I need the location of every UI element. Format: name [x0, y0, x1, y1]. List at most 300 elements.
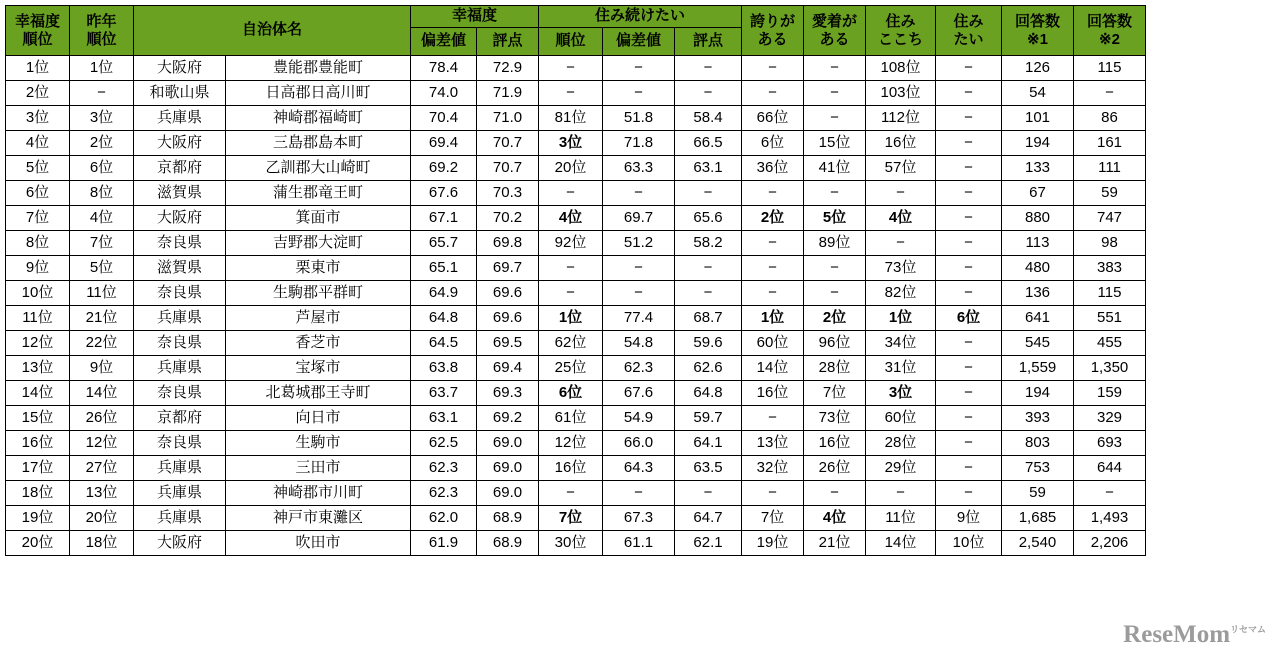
- cell-happiness-score: 71.0: [477, 106, 539, 131]
- cell-happiness-deviation: 61.9: [411, 531, 477, 556]
- cell-comfort: 60位: [866, 406, 936, 431]
- table-row: [6, 306, 1146, 331]
- header-row-group: [6, 6, 1146, 28]
- cell-keep-deviation: 63.3: [603, 156, 675, 181]
- header-comfort: 住み ここち: [866, 6, 936, 56]
- cell-happiness-deviation: 69.2: [411, 156, 477, 181]
- cell-keep-rank: −: [539, 256, 603, 281]
- cell-happiness-rank: 11位: [6, 306, 70, 331]
- cell-attachment: 16位: [804, 431, 866, 456]
- cell-responses-2: 551: [1074, 306, 1146, 331]
- cell-municipality: 日高郡日高川町: [226, 81, 411, 106]
- cell-municipality: 三田市: [226, 456, 411, 481]
- cell-attachment: −: [804, 181, 866, 206]
- cell-attachment: −: [804, 81, 866, 106]
- cell-keep-deviation: −: [603, 56, 675, 81]
- cell-pride: 6位: [742, 131, 804, 156]
- cell-prefecture: 和歌山県: [134, 81, 226, 106]
- cell-responses-1: 126: [1002, 56, 1074, 81]
- cell-happiness-score: 69.0: [477, 481, 539, 506]
- cell-responses-1: 113: [1002, 231, 1074, 256]
- cell-responses-1: 1,559: [1002, 356, 1074, 381]
- cell-pride: 60位: [742, 331, 804, 356]
- cell-want-live: −: [936, 381, 1002, 406]
- cell-responses-2: 383: [1074, 256, 1146, 281]
- cell-want-live: −: [936, 406, 1002, 431]
- cell-municipality: 三島郡島本町: [226, 131, 411, 156]
- cell-pride: −: [742, 481, 804, 506]
- cell-happiness-deviation: 65.7: [411, 231, 477, 256]
- cell-want-live: −: [936, 356, 1002, 381]
- cell-keep-score: −: [675, 181, 742, 206]
- cell-comfort: 112位: [866, 106, 936, 131]
- cell-comfort: 34位: [866, 331, 936, 356]
- cell-happiness-deviation: 70.4: [411, 106, 477, 131]
- cell-happiness-deviation: 78.4: [411, 56, 477, 81]
- cell-happiness-score: 70.7: [477, 156, 539, 181]
- cell-happiness-deviation: 69.4: [411, 131, 477, 156]
- cell-keep-rank: 12位: [539, 431, 603, 456]
- cell-happiness-score: 70.2: [477, 206, 539, 231]
- cell-prefecture: 奈良県: [134, 431, 226, 456]
- cell-comfort: 3位: [866, 381, 936, 406]
- cell-keep-score: 64.7: [675, 506, 742, 531]
- table-row: [6, 281, 1146, 306]
- cell-last-year-rank: 2位: [70, 131, 134, 156]
- cell-keep-score: −: [675, 281, 742, 306]
- cell-happiness-score: 68.9: [477, 531, 539, 556]
- cell-happiness-rank: 16位: [6, 431, 70, 456]
- cell-keep-rank: 25位: [539, 356, 603, 381]
- cell-last-year-rank: 26位: [70, 406, 134, 431]
- cell-happiness-score: 68.9: [477, 506, 539, 531]
- table-row: [6, 206, 1146, 231]
- cell-comfort: −: [866, 481, 936, 506]
- cell-keep-rank: 16位: [539, 456, 603, 481]
- cell-pride: 32位: [742, 456, 804, 481]
- cell-keep-deviation: 62.3: [603, 356, 675, 381]
- cell-prefecture: 兵庫県: [134, 481, 226, 506]
- cell-keep-rank: 92位: [539, 231, 603, 256]
- cell-last-year-rank: 5位: [70, 256, 134, 281]
- cell-comfort: 103位: [866, 81, 936, 106]
- cell-responses-2: 98: [1074, 231, 1146, 256]
- cell-happiness-score: 69.7: [477, 256, 539, 281]
- cell-prefecture: 奈良県: [134, 381, 226, 406]
- cell-pride: −: [742, 256, 804, 281]
- cell-comfort: 108位: [866, 56, 936, 81]
- cell-pride: −: [742, 56, 804, 81]
- cell-keep-deviation: 69.7: [603, 206, 675, 231]
- cell-keep-rank: −: [539, 181, 603, 206]
- cell-happiness-rank: 20位: [6, 531, 70, 556]
- cell-pride: 2位: [742, 206, 804, 231]
- cell-comfort: 31位: [866, 356, 936, 381]
- cell-attachment: 21位: [804, 531, 866, 556]
- cell-responses-1: 393: [1002, 406, 1074, 431]
- cell-prefecture: 大阪府: [134, 206, 226, 231]
- cell-attachment: 96位: [804, 331, 866, 356]
- cell-responses-1: 54: [1002, 81, 1074, 106]
- cell-comfort: 29位: [866, 456, 936, 481]
- cell-last-year-rank: 20位: [70, 506, 134, 531]
- cell-keep-score: 66.5: [675, 131, 742, 156]
- cell-prefecture: 京都府: [134, 406, 226, 431]
- cell-happiness-score: 69.4: [477, 356, 539, 381]
- cell-municipality: 神崎郡福崎町: [226, 106, 411, 131]
- table-row: [6, 256, 1146, 281]
- cell-attachment: 28位: [804, 356, 866, 381]
- cell-prefecture: 大阪府: [134, 531, 226, 556]
- cell-comfort: 14位: [866, 531, 936, 556]
- cell-happiness-score: 71.9: [477, 81, 539, 106]
- table-row: [6, 231, 1146, 256]
- cell-want-live: −: [936, 106, 1002, 131]
- table-row: [6, 381, 1146, 406]
- header-group-keep-living: 住み続けたい: [539, 6, 742, 28]
- cell-municipality: 神崎郡市川町: [226, 481, 411, 506]
- ranking-table: [5, 5, 1146, 556]
- cell-prefecture: 大阪府: [134, 56, 226, 81]
- header-municipality: 自治体名: [134, 6, 411, 56]
- cell-keep-rank: 30位: [539, 531, 603, 556]
- header-keep-rank: 順位: [539, 28, 603, 56]
- cell-pride: −: [742, 181, 804, 206]
- table-header: [6, 6, 1146, 56]
- cell-last-year-rank: 22位: [70, 331, 134, 356]
- cell-prefecture: 奈良県: [134, 231, 226, 256]
- cell-municipality: 乙訓郡大山崎町: [226, 156, 411, 181]
- cell-keep-score: 63.1: [675, 156, 742, 181]
- cell-responses-2: 161: [1074, 131, 1146, 156]
- table-row: [6, 156, 1146, 181]
- cell-happiness-deviation: 65.1: [411, 256, 477, 281]
- cell-attachment: −: [804, 256, 866, 281]
- cell-want-live: 10位: [936, 531, 1002, 556]
- table-row: [6, 131, 1146, 156]
- header-responses-2: 回答数 ※2: [1074, 6, 1146, 56]
- table-body: [6, 56, 1146, 556]
- watermark-text: ReseMom: [1123, 621, 1231, 648]
- cell-happiness-deviation: 62.0: [411, 506, 477, 531]
- cell-keep-rank: 7位: [539, 506, 603, 531]
- cell-last-year-rank: 18位: [70, 531, 134, 556]
- cell-want-live: −: [936, 231, 1002, 256]
- cell-pride: −: [742, 406, 804, 431]
- cell-last-year-rank: 13位: [70, 481, 134, 506]
- cell-prefecture: 兵庫県: [134, 106, 226, 131]
- cell-responses-1: 136: [1002, 281, 1074, 306]
- cell-keep-rank: −: [539, 281, 603, 306]
- cell-comfort: 1位: [866, 306, 936, 331]
- cell-municipality: 宝塚市: [226, 356, 411, 381]
- cell-attachment: 4位: [804, 506, 866, 531]
- cell-keep-deviation: 67.6: [603, 381, 675, 406]
- cell-want-live: −: [936, 331, 1002, 356]
- cell-municipality: 吹田市: [226, 531, 411, 556]
- cell-prefecture: 奈良県: [134, 281, 226, 306]
- cell-last-year-rank: 27位: [70, 456, 134, 481]
- header-keep-score: 評点: [675, 28, 742, 56]
- cell-municipality: 箕面市: [226, 206, 411, 231]
- cell-responses-2: 115: [1074, 56, 1146, 81]
- cell-comfort: 28位: [866, 431, 936, 456]
- cell-attachment: 15位: [804, 131, 866, 156]
- cell-want-live: −: [936, 131, 1002, 156]
- cell-municipality: 蒲生郡竜王町: [226, 181, 411, 206]
- cell-responses-1: 67: [1002, 181, 1074, 206]
- cell-municipality: 栗東市: [226, 256, 411, 281]
- cell-last-year-rank: 11位: [70, 281, 134, 306]
- cell-last-year-rank: 3位: [70, 106, 134, 131]
- cell-want-live: −: [936, 481, 1002, 506]
- cell-happiness-rank: 19位: [6, 506, 70, 531]
- cell-keep-deviation: 54.9: [603, 406, 675, 431]
- cell-want-live: 9位: [936, 506, 1002, 531]
- cell-happiness-rank: 14位: [6, 381, 70, 406]
- cell-last-year-rank: −: [70, 81, 134, 106]
- cell-keep-rank: 62位: [539, 331, 603, 356]
- cell-attachment: 2位: [804, 306, 866, 331]
- cell-keep-score: 59.7: [675, 406, 742, 431]
- cell-happiness-score: 69.6: [477, 306, 539, 331]
- cell-pride: 1位: [742, 306, 804, 331]
- cell-comfort: 16位: [866, 131, 936, 156]
- cell-keep-rank: 61位: [539, 406, 603, 431]
- header-attachment: 愛着が ある: [804, 6, 866, 56]
- cell-happiness-deviation: 64.8: [411, 306, 477, 331]
- cell-keep-deviation: 61.1: [603, 531, 675, 556]
- cell-keep-deviation: −: [603, 181, 675, 206]
- cell-prefecture: 兵庫県: [134, 456, 226, 481]
- cell-prefecture: 奈良県: [134, 331, 226, 356]
- table-row: [6, 331, 1146, 356]
- cell-attachment: −: [804, 281, 866, 306]
- cell-municipality: 香芝市: [226, 331, 411, 356]
- cell-keep-deviation: 64.3: [603, 456, 675, 481]
- cell-keep-score: −: [675, 481, 742, 506]
- cell-keep-rank: 1位: [539, 306, 603, 331]
- cell-want-live: −: [936, 81, 1002, 106]
- cell-responses-2: 59: [1074, 181, 1146, 206]
- cell-responses-2: 115: [1074, 281, 1146, 306]
- cell-keep-score: 64.8: [675, 381, 742, 406]
- watermark-sup: リセマム: [1230, 624, 1266, 635]
- cell-responses-2: 159: [1074, 381, 1146, 406]
- cell-responses-1: 880: [1002, 206, 1074, 231]
- cell-happiness-score: 69.0: [477, 431, 539, 456]
- cell-attachment: −: [804, 481, 866, 506]
- cell-prefecture: 京都府: [134, 156, 226, 181]
- cell-keep-deviation: 67.3: [603, 506, 675, 531]
- cell-prefecture: 滋賀県: [134, 256, 226, 281]
- cell-pride: −: [742, 281, 804, 306]
- cell-keep-score: 58.2: [675, 231, 742, 256]
- cell-keep-score: 62.6: [675, 356, 742, 381]
- cell-pride: −: [742, 231, 804, 256]
- header-happiness-deviation: 偏差値: [411, 28, 477, 56]
- cell-happiness-rank: 7位: [6, 206, 70, 231]
- cell-happiness-score: 69.5: [477, 331, 539, 356]
- cell-pride: 13位: [742, 431, 804, 456]
- cell-happiness-deviation: 64.9: [411, 281, 477, 306]
- cell-attachment: −: [804, 106, 866, 131]
- header-keep-deviation: 偏差値: [603, 28, 675, 56]
- cell-happiness-deviation: 62.3: [411, 481, 477, 506]
- cell-keep-deviation: −: [603, 256, 675, 281]
- cell-happiness-rank: 5位: [6, 156, 70, 181]
- cell-comfort: 11位: [866, 506, 936, 531]
- cell-attachment: 41位: [804, 156, 866, 181]
- cell-municipality: 向日市: [226, 406, 411, 431]
- cell-municipality: 神戸市東灘区: [226, 506, 411, 531]
- cell-want-live: −: [936, 431, 1002, 456]
- cell-pride: 19位: [742, 531, 804, 556]
- cell-happiness-deviation: 74.0: [411, 81, 477, 106]
- cell-responses-2: −: [1074, 81, 1146, 106]
- cell-keep-score: 58.4: [675, 106, 742, 131]
- cell-happiness-rank: 15位: [6, 406, 70, 431]
- cell-keep-deviation: 54.8: [603, 331, 675, 356]
- cell-responses-1: 2,540: [1002, 531, 1074, 556]
- cell-last-year-rank: 8位: [70, 181, 134, 206]
- cell-happiness-rank: 17位: [6, 456, 70, 481]
- table-row: [6, 106, 1146, 131]
- cell-comfort: 57位: [866, 156, 936, 181]
- cell-happiness-rank: 9位: [6, 256, 70, 281]
- cell-responses-2: 693: [1074, 431, 1146, 456]
- header-responses-1: 回答数 ※1: [1002, 6, 1074, 56]
- cell-responses-2: 644: [1074, 456, 1146, 481]
- cell-last-year-rank: 9位: [70, 356, 134, 381]
- cell-keep-deviation: −: [603, 81, 675, 106]
- cell-responses-2: 455: [1074, 331, 1146, 356]
- cell-happiness-score: 69.6: [477, 281, 539, 306]
- cell-last-year-rank: 12位: [70, 431, 134, 456]
- cell-prefecture: 兵庫県: [134, 506, 226, 531]
- cell-happiness-score: 70.7: [477, 131, 539, 156]
- cell-municipality: 芦屋市: [226, 306, 411, 331]
- cell-pride: 14位: [742, 356, 804, 381]
- cell-keep-rank: 4位: [539, 206, 603, 231]
- cell-keep-deviation: 71.8: [603, 131, 675, 156]
- cell-pride: 16位: [742, 381, 804, 406]
- cell-keep-deviation: 66.0: [603, 431, 675, 456]
- table-row: [6, 81, 1146, 106]
- cell-happiness-deviation: 63.1: [411, 406, 477, 431]
- cell-keep-rank: −: [539, 481, 603, 506]
- cell-pride: 66位: [742, 106, 804, 131]
- cell-happiness-rank: 18位: [6, 481, 70, 506]
- cell-happiness-score: 69.2: [477, 406, 539, 431]
- cell-keep-rank: 6位: [539, 381, 603, 406]
- header-group-happiness: 幸福度: [411, 6, 539, 28]
- cell-responses-1: 803: [1002, 431, 1074, 456]
- cell-happiness-score: 69.8: [477, 231, 539, 256]
- cell-want-live: −: [936, 256, 1002, 281]
- cell-attachment: 7位: [804, 381, 866, 406]
- cell-attachment: 73位: [804, 406, 866, 431]
- cell-want-live: −: [936, 181, 1002, 206]
- cell-keep-deviation: 51.2: [603, 231, 675, 256]
- header-last-year-rank: 昨年 順位: [70, 6, 134, 56]
- cell-keep-score: 59.6: [675, 331, 742, 356]
- header-want-live: 住み たい: [936, 6, 1002, 56]
- cell-responses-1: 194: [1002, 381, 1074, 406]
- cell-attachment: 26位: [804, 456, 866, 481]
- cell-last-year-rank: 14位: [70, 381, 134, 406]
- cell-responses-1: 101: [1002, 106, 1074, 131]
- cell-responses-1: 194: [1002, 131, 1074, 156]
- cell-keep-deviation: −: [603, 281, 675, 306]
- cell-keep-score: 64.1: [675, 431, 742, 456]
- cell-pride: 36位: [742, 156, 804, 181]
- cell-happiness-rank: 4位: [6, 131, 70, 156]
- cell-municipality: 生駒郡平群町: [226, 281, 411, 306]
- cell-want-live: −: [936, 281, 1002, 306]
- cell-happiness-rank: 3位: [6, 106, 70, 131]
- cell-responses-2: 2,206: [1074, 531, 1146, 556]
- cell-comfort: 4位: [866, 206, 936, 231]
- table-row: [6, 506, 1146, 531]
- cell-municipality: 吉野郡大淀町: [226, 231, 411, 256]
- cell-happiness-deviation: 62.5: [411, 431, 477, 456]
- cell-responses-2: −: [1074, 481, 1146, 506]
- cell-last-year-rank: 4位: [70, 206, 134, 231]
- cell-want-live: −: [936, 56, 1002, 81]
- table-row: [6, 431, 1146, 456]
- cell-keep-score: 65.6: [675, 206, 742, 231]
- cell-responses-1: 480: [1002, 256, 1074, 281]
- cell-prefecture: 兵庫県: [134, 306, 226, 331]
- cell-want-live: 6位: [936, 306, 1002, 331]
- cell-comfort: −: [866, 231, 936, 256]
- cell-keep-deviation: −: [603, 481, 675, 506]
- cell-keep-score: 68.7: [675, 306, 742, 331]
- cell-happiness-rank: 2位: [6, 81, 70, 106]
- cell-keep-score: 63.5: [675, 456, 742, 481]
- table-row: [6, 56, 1146, 81]
- cell-last-year-rank: 1位: [70, 56, 134, 81]
- cell-municipality: 生駒市: [226, 431, 411, 456]
- cell-keep-deviation: 77.4: [603, 306, 675, 331]
- cell-keep-score: −: [675, 81, 742, 106]
- cell-prefecture: 兵庫県: [134, 356, 226, 381]
- header-happiness-score: 評点: [477, 28, 539, 56]
- cell-municipality: 北葛城郡王寺町: [226, 381, 411, 406]
- cell-happiness-rank: 13位: [6, 356, 70, 381]
- cell-attachment: 5位: [804, 206, 866, 231]
- cell-happiness-rank: 6位: [6, 181, 70, 206]
- cell-happiness-rank: 10位: [6, 281, 70, 306]
- cell-happiness-score: 69.0: [477, 456, 539, 481]
- cell-attachment: −: [804, 56, 866, 81]
- cell-pride: −: [742, 81, 804, 106]
- cell-last-year-rank: 21位: [70, 306, 134, 331]
- cell-keep-rank: 81位: [539, 106, 603, 131]
- cell-responses-1: 545: [1002, 331, 1074, 356]
- cell-responses-1: 641: [1002, 306, 1074, 331]
- cell-keep-score: −: [675, 56, 742, 81]
- cell-pride: 7位: [742, 506, 804, 531]
- cell-keep-score: −: [675, 256, 742, 281]
- cell-happiness-score: 72.9: [477, 56, 539, 81]
- cell-happiness-score: 70.3: [477, 181, 539, 206]
- cell-happiness-deviation: 62.3: [411, 456, 477, 481]
- cell-keep-score: 62.1: [675, 531, 742, 556]
- cell-attachment: 89位: [804, 231, 866, 256]
- cell-responses-2: 1,493: [1074, 506, 1146, 531]
